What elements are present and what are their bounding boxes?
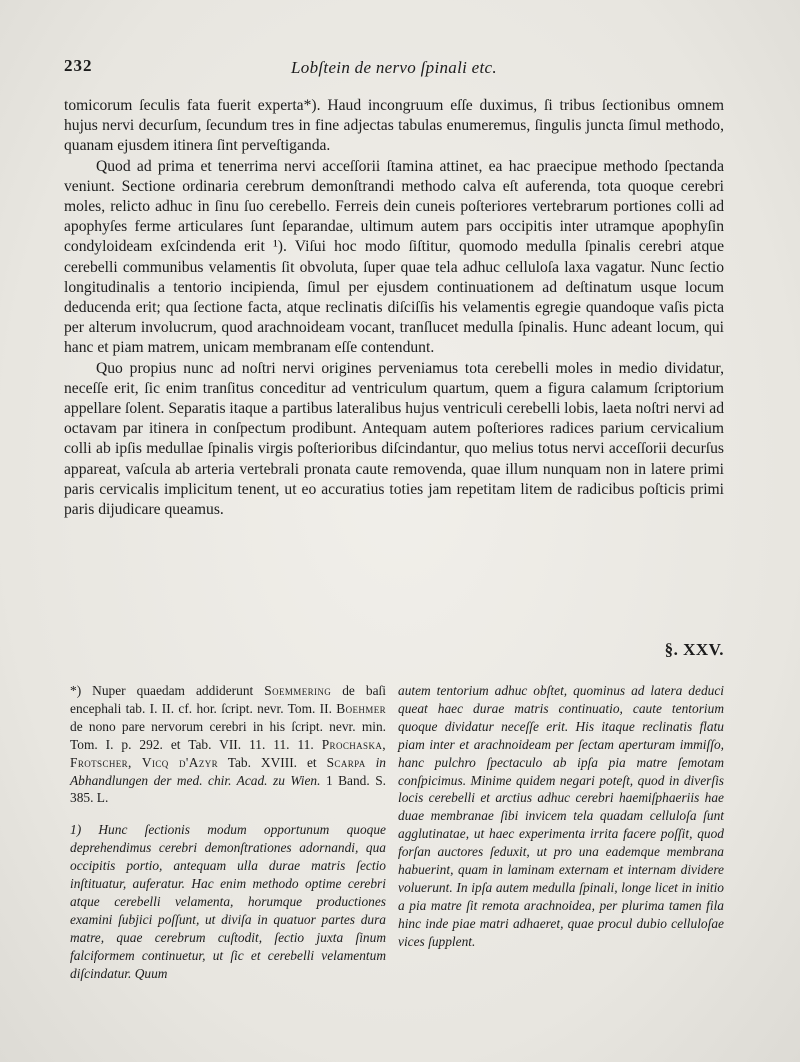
footnote-star-text1: de baſi encephali tab. I. II. cf. hor. ſcript. nevr. Tom. II. xyxy=(70,683,386,716)
running-title: Lobſtein de nervo ſpinali etc. xyxy=(291,58,497,77)
authors-prochaska-frotscher-vicq: Prochaska, Frotscher, Vicq d'Azyr xyxy=(70,736,386,770)
paragraph-2: Quod ad prima et tenerrima nervi acceſſorii ſtamina attinet, ea hac praecipue methodo ſpectanda veniunt. Sectione ordinaria cerebrum demonſtrandi methodo calva eſt auferenda, tota quoque cerebri moles, relicto adhuc in ſinu ſuo cerebello. Ferreis dein cuneis poſteriores vertebrarum portiones colli ad apophyſes ferme articulares ſunt ſeparandae, ultimum autem pars occipitis inter utramque apophyſin condyloideam exſcindenda erit ¹). Viſui hoc modo ſiſtitur, quomodo medulla ſpinalis cerebri atque cerebelli communibus velamentis ſit obvoluta, ſuper quae tela adhuc celluloſa laxa vagatur. Nunc ſectio longitudinalis a tentorio incipienda, ſimul per ejusdem continuationem ad deſtinatum usque locum deducenda erit; qua ſectione facta, atque reclinatis diſciſſis his velamentis egregie quandoque vaſis picta per alterum involucrum, quod arachnoideam vocant, tranſlucet medulla ſpinalis. Hunc adeant locum, qui hanc et piam matrem, unicam membranam eſſe contendunt. xyxy=(64,157,724,357)
footnote-star-text3: Tab. XVIII. et xyxy=(227,754,317,770)
paragraph-1: tomicorum ſeculis fata fuerit experta*). Haud incongruum eſſe duximus, ſi tribus ſectionibus omnem hujus nervi decurſum, ſecundum tres in fine adjectas tabulas enumeremus, ſingulis juncta ſimul methodo, quanam ejusdem itinera ſint perveſtiganda. xyxy=(64,97,724,155)
footnote-star-text2: de nono pare nervorum cerebri in his ſcript. nevr. min. Tom. I. p. 292. et Tab. VII. 11. 11. 11. xyxy=(70,718,386,752)
author-scarpa: Scarpa xyxy=(326,754,366,770)
paragraph-3: Quo propius nunc ad noſtri nervi origines perveniamus tota cerebelli moles in medio dividatur, neceſſe erit, ſic enim tranſitus conceditur ad ventriculum quartum, quem a figura calamum ſcriptorium appellare ſolent. Separatis itaque a partibus lateralibus hujus ventriculi cerebelli lobis, laeta noſtri nervi ad octavam par itinera in conſpectum prodibunt. Antequam autem poſteriores radices parium cervicalium colli ab ipſis medullae ſpinalis virgis poſterioribus diſcindantur, quo melius totus nervi acceſſorii decurſus appareat, vaſcula ab arteria vertebrali pronata caute removenda, quae illum nunquam non in latere primi paris cervicalis implicitum tenent, ut eo accuratius toties jam repetitam litem de radicibus poſticis primi paris dijudicare queamus. xyxy=(64,359,724,519)
author-soemmering: Soemmering xyxy=(264,683,332,698)
footnote-star-lead: *) Nuper quaedam addiderunt xyxy=(70,683,254,698)
footnotes-left-column xyxy=(70,682,386,983)
footnote-1-right: autem tentorium adhuc obſtet, quominus ad latera deduci queat haec durae matris continuatio, caute tentorium quoque dividatur neceſſe erit. His itaque reclinatis flatu piam inter et arachnoideam per ſectam aperturam immiſſo, hanc pulchro ſpectaculo ab ipſa pia matre ſemotam conſpicimus. Minime quidem negari poteſt, quod in diverſis locis cerebelli et arctius adhuc cerebri haemiſphaeriis hae duae membranae ſibi invicem tela quadam celluloſa ſunt agglutinatae, ut haec experimenta irrita facere poſſit, quod forſan auctores ſeduxit, ut pro una eademque membrana habuerint, quam in laminam externam et internam dividere voluerunt. In ipſa autem medulla ſpinali, longe licet in initio a pia matre ſit remota arachnoidea, per plurima tamen fila hinc inde piae matri adhaeret, quae procul dubio celluloſae vices ſupplent. xyxy=(398,683,724,949)
page-number: 232 xyxy=(64,56,93,75)
section-mark: §. XXV. xyxy=(664,640,724,659)
footnote-star xyxy=(70,682,386,807)
author-boehmer: Boehmer xyxy=(336,700,386,716)
footnote-star-text4-end: 1 Band. S. 385. L. xyxy=(70,772,386,806)
main-text xyxy=(64,96,724,520)
page-header xyxy=(64,56,724,82)
footnotes-right-column xyxy=(398,682,724,951)
footnote-1-left: 1) Hunc ſectionis modum opportunum quoque deprehendimus cerebri demonſtrationes adornandi, qua occipitis portio, antequam ulla durae matris ſectio inſtituatur, auferatur. Hac enim methodo optime cerebri atque cerebelli velamenta, horumque productiones examini ſubjici poſſunt, ut diviſa in quatuor partes dura matre, quae cerebrum cuſtodit, ſectio juxta ſinum falciformem continuetur, ut ſic et cerebelli velamentum diſcindatur. Quum xyxy=(70,822,386,981)
footnote-star-text4: in Abhandlungen der med. chir. Acad. zu Wien. xyxy=(70,754,386,788)
